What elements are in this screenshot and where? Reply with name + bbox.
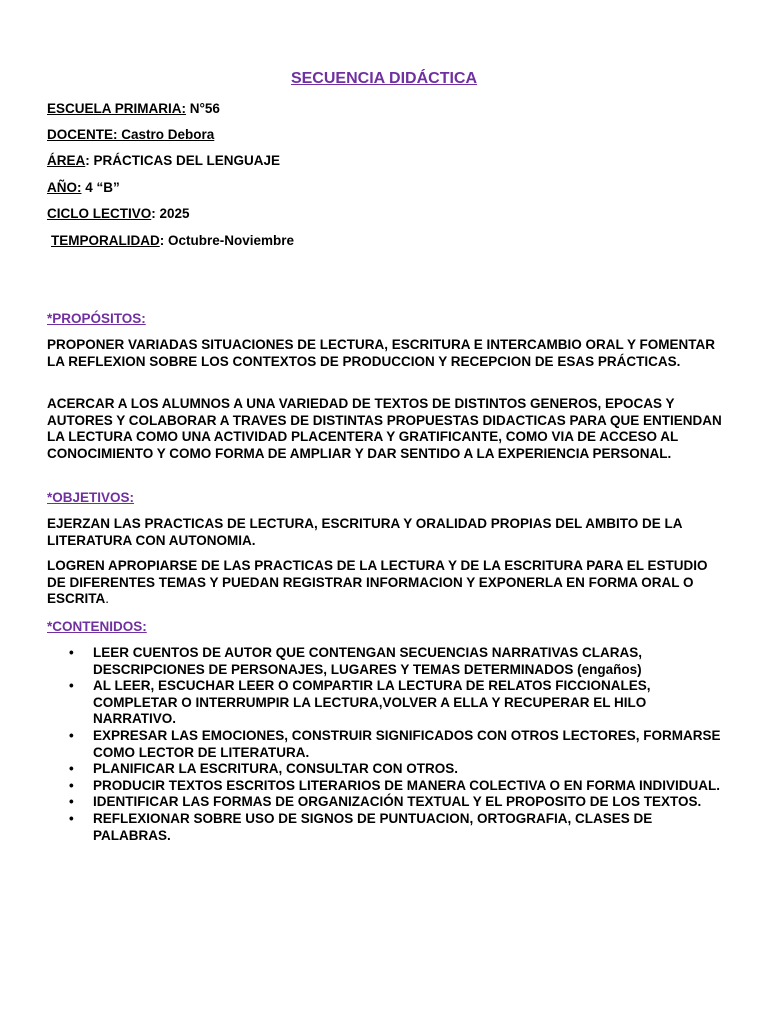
info-value: : Octubre-Noviembre [159,233,295,248]
list-item-text: IDENTIFICAR LAS FORMAS DE ORGANIZACIÓN TEXTUAL Y EL PROPOSITO DE LOS TEXTOS. [93,794,702,810]
info-label: DOCENTE: [47,127,118,142]
info-ciclo [47,206,190,221]
info-label: ESCUELA PRIMARIA: [47,101,187,116]
list-item [47,678,727,728]
info-label: ÁREA [47,153,86,168]
list-item [47,728,727,761]
info-label: CICLO LECTIVO [47,206,152,221]
bullet-icon: • [69,794,74,810]
propositos-heading: *PROPÓSITOS: [47,311,146,326]
list-item [47,811,727,844]
info-value: N°56 [186,101,220,116]
list-item-text: LEER CUENTOS DE AUTOR QUE CONTENGAN SECUENCIAS NARRATIVAS CLARAS, DESCRIPCIONES DE PERSONAJES, LUGARES Y TEMAS DETERMINADOS (engaños) [93,645,643,677]
list-item-text: AL LEER, ESCUCHAR LEER O COMPARTIR LA LECTURA DE RELATOS FICCIONALES, COMPLETAR O INTERRUMPIR LA LECTURA,VOLVER A ELLA Y RECUPERAR EL HILO NARRATIVO. [93,678,651,727]
bullet-icon: • [69,645,74,660]
list-item [47,761,727,778]
info-anio [47,180,120,195]
list-item [47,778,727,795]
contenidos-list [47,645,727,844]
bullet-icon: • [69,810,74,826]
list-item-text: REFLEXIONAR SOBRE USO DE SIGNOS DE PUNTUACION, ORTOGRAFIA, CLASES DE PALABRAS. [93,810,653,843]
info-escuela [47,101,220,116]
info-docente [47,127,214,142]
list-item-text: EXPRESAR LAS EMOCIONES, CONSTRUIR SIGNIFICADOS CON OTROS LECTORES, FORMARSE COMO LECTOR DE LITERATURA. [93,727,721,760]
contenidos-heading: *CONTENIDOS: [47,619,147,634]
bullet-icon: • [69,727,74,743]
bullet-icon: • [69,678,74,694]
bullet-icon: • [69,761,74,777]
list-item [47,645,727,678]
objetivos-paragraph-2 [47,558,727,608]
propositos-paragraph-2: ACERCAR A LOS ALUMNOS A UNA VARIEDAD DE TEXTOS DE DISTINTOS GENEROS, EPOCAS Y AUTORES Y COLABORAR A TRAVES DE DISTINTAS PROPUESTAS DIDACTICAS PARA QUE ENTIENDAN LA LECTURA COMO UNA ACTIVIDAD PLACENTERA Y GRATIFICANTE, COMO VIA DE ACCESO AL CONOCIMIENTO Y COMO FORMA DE AMPLIAR Y DAR SENTIDO A LA EXPERIENCIA PERSONAL. [47,396,722,461]
info-value: Castro Debora [117,127,215,142]
propositos-paragraph-1: PROPONER VARIADAS SITUACIONES DE LECTURA, ESCRITURA E INTERCAMBIO ORAL Y FOMENTAR LA REFLEXION SOBRE LOS CONTEXTOS DE PRODUCCION Y RECEPCION DE ESAS PRÁCTICAS. [47,337,716,369]
info-value: : 2025 [151,206,190,221]
objetivos-heading: *OBJETIVOS: [47,490,135,505]
list-item [47,794,727,811]
bullet-icon: • [69,777,74,793]
objetivos-trailing-period: . [105,591,110,607]
info-temporalidad [51,233,294,248]
objetivos-paragraph-2-text: LOGREN APROPIARSE DE LAS PRACTICAS DE LA LECTURA Y DE LA ESCRITURA PARA EL ESTUDIO DE DIFERENTES TEMAS Y PUEDAN REGISTRAR INFORMACION Y EXPONERLA EN FORMA ORAL O ESCRITA [47,558,708,607]
info-label: TEMPORALIDAD [51,233,160,248]
objetivos-paragraph-1: EJERZAN LAS PRACTICAS DE LECTURA, ESCRITURA Y ORALIDAD PROPIAS DEL AMBITO DE LA LITERATURA CON AUTONOMIA. [47,516,683,548]
info-value: : PRÁCTICAS DEL LENGUAJE [85,153,281,168]
list-item-text: PRODUCIR TEXTOS ESCRITOS LITERARIOS DE MANERA COLECTIVA O EN FORMA INDIVIDUAL. [93,777,721,793]
document-title: SECUENCIA DIDÁCTICA [290,70,478,87]
info-label: AÑO: [47,180,82,195]
info-area [47,153,280,168]
info-value: 4 “B” [81,180,120,195]
list-item-text: PLANIFICAR LA ESCRITURA, CONSULTAR CON OTROS. [93,761,458,777]
